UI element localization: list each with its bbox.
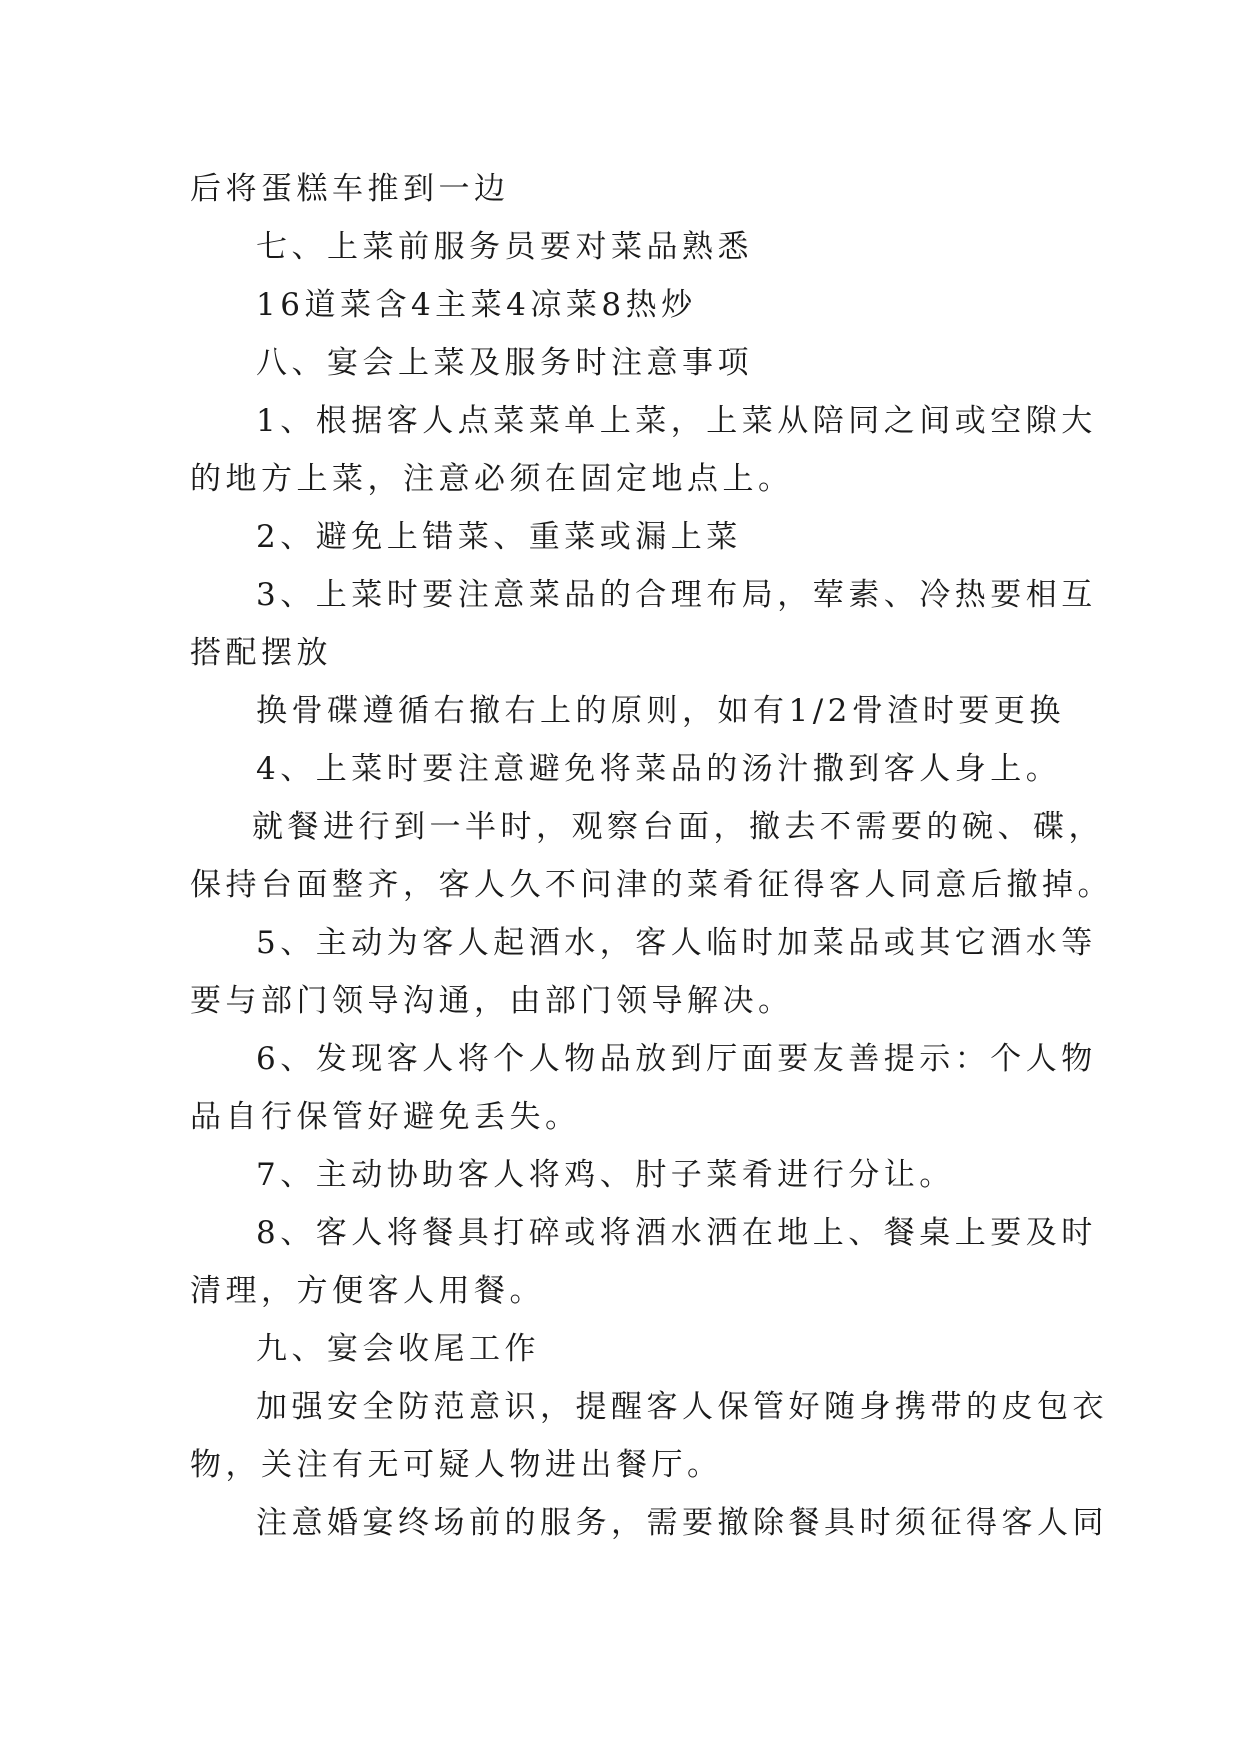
- text-line-10: 换骨碟遵循右撤右上的原则，如有1/2骨渣时要更换: [256, 693, 1065, 729]
- text-line-13: 保持台面整齐，客人久不问津的菜肴征得客人同意后撤掉。: [190, 867, 1113, 903]
- text-line-8: 3、上菜时要注意菜品的合理布局，荤素、冷热要相互: [256, 577, 1097, 613]
- text-line-24: 注意婚宴终场前的服务，需要撤除餐具时须征得客人同: [256, 1505, 1108, 1541]
- text-line-6: 的地方上菜，注意必须在固定地点上。: [190, 461, 794, 497]
- text-line-19: 8、客人将餐具打碎或将酒水洒在地上、餐桌上要及时: [256, 1215, 1097, 1251]
- text-line-17: 品自行保管好避免丢失。: [190, 1099, 581, 1135]
- text-line-23: 物，关注有无可疑人物进出餐厅。: [190, 1447, 723, 1483]
- text-line-16: 6、发现客人将个人物品放到厅面要友善提示：个人物: [256, 1041, 1097, 1077]
- text-line-22: 加强安全防范意识，提醒客人保管好随身携带的皮包衣: [256, 1389, 1108, 1425]
- text-line-2: 七、上菜前服务员要对菜品熟悉: [256, 229, 753, 265]
- text-line-5: 1、根据客人点菜菜单上菜，上菜从陪同之间或空隙大: [256, 403, 1097, 439]
- text-line-1: 后将蛋糕车推到一边: [190, 171, 510, 207]
- text-line-4: 八、宴会上菜及服务时注意事项: [256, 345, 753, 381]
- text-line-21: 九、宴会收尾工作: [256, 1331, 540, 1367]
- text-line-20: 清理，方便客人用餐。: [190, 1273, 545, 1309]
- text-line-12: 就餐进行到一半时，观察台面，撤去不需要的碗、碟，: [252, 809, 1104, 845]
- text-line-15: 要与部门领导沟通，由部门领导解决。: [190, 983, 794, 1019]
- text-line-18: 7、主动协助客人将鸡、肘子菜肴进行分让。: [256, 1157, 955, 1193]
- text-line-7: 2、避免上错菜、重菜或漏上菜: [256, 519, 742, 555]
- document-body: [190, 160, 1113, 1552]
- text-line-3: 16道菜含4主菜4凉菜8热炒: [256, 287, 697, 323]
- text-line-11: 4、上菜时要注意避免将菜品的汤汁撒到客人身上。: [256, 751, 1062, 787]
- text-line-14: 5、主动为客人起酒水，客人临时加菜品或其它酒水等: [256, 925, 1097, 961]
- text-line-9: 搭配摆放: [190, 635, 332, 671]
